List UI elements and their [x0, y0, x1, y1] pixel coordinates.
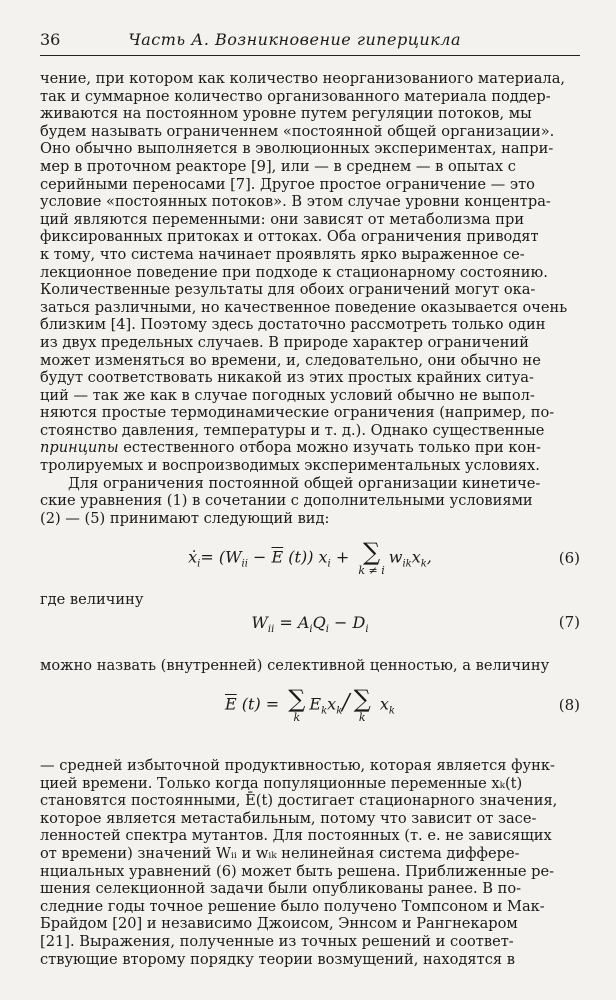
sum-index: k: [293, 711, 301, 725]
sigma-glyph: ∑: [362, 538, 381, 567]
text-line: — средней избыточной продуктивностью, которая является функ-: [40, 757, 555, 775]
eq6-text: w: [388, 547, 403, 567]
eq7-text: − D: [328, 613, 366, 633]
text-line: фиксированных притоках и оттоках. Оба ограничения приводят: [40, 228, 539, 246]
text-line: шения селекционной задачи были опубликованы ранее. В по-: [40, 880, 522, 898]
text-line: к тому, что система начинает проявлять ярко выраженное се-: [40, 245, 525, 263]
eq7-text: = A: [274, 613, 310, 633]
eq8-body: [225, 687, 395, 723]
text-line: живаются на постоянном уровне путем регуляции потоков, мы: [40, 105, 532, 123]
text-line: может изменяться во времени, и, следовательно, они обычно не: [40, 351, 541, 369]
sum-symbol: [288, 687, 305, 723]
text-line: мер в проточном реакторе [9], или — в среднем — в опытах с: [40, 157, 516, 175]
text-line: [40, 439, 580, 457]
text-line: лекционное поведение при подходе к стационарному состоянию.: [40, 263, 548, 281]
page-header: [40, 30, 580, 56]
eq8-sub: k: [336, 705, 343, 717]
text-line: будут соответствовать никакой из этих простых крайних ситуа-: [40, 369, 534, 387]
text-line: Для ограничения постоянной общей организации кинетиче-: [68, 474, 541, 492]
emphasized-word: принципы: [40, 439, 119, 457]
equation-lead-text: где величину: [40, 591, 144, 609]
eq6-text: (t)) x: [283, 547, 328, 567]
eq8-text: E: [309, 694, 322, 714]
eq8-text: x: [374, 694, 389, 714]
text-line: Брайдом [20] и независимо Джоисом, Эннсом и Рангнекаром: [40, 915, 518, 933]
eq6-sub: ik: [402, 559, 412, 571]
sum-symbol: [358, 540, 384, 576]
eq7-sub: i: [325, 624, 329, 636]
eq7-body: [251, 613, 368, 635]
text-line: стоянство давления, температуры и т. д.). Однако существенные: [40, 421, 545, 439]
sigma-glyph: ∑: [353, 685, 371, 714]
equation-6: [40, 527, 580, 589]
text-line: ций — так же как в случае погодных условий обычно не выпол-: [40, 386, 535, 404]
eq6-ebar: $\overline{E}$: [271, 547, 284, 567]
text-line: Оно обычно выполняется в эволюционных экспериментах, напри-: [40, 140, 554, 158]
equation-number: (6): [558, 549, 580, 568]
text-span: естественного отбора можно изучать только при кон-: [118, 439, 541, 457]
text-line: цией времени. Только когда популяционные переменные xₖ(t): [40, 774, 523, 792]
eq8-sub: k: [388, 705, 395, 717]
eq6-body: [188, 540, 432, 576]
equation-8: [40, 675, 580, 735]
text-line: ленностей спектра мутантов. Для постоянных (т. е. не зависящих: [40, 827, 552, 845]
eq8-sub: k: [321, 705, 328, 717]
text-line: няются простые термодинамические ограничения (например, по-: [40, 404, 555, 422]
sum-index: k ≠ i: [358, 564, 385, 578]
text-line: которое является метастабильным, потому что зависит от засе-: [40, 809, 537, 827]
text-line: следние годы точное решение было получено Томпсоном и Мак-: [40, 897, 545, 915]
eq7-text: Q: [312, 613, 326, 633]
page-number: 36: [40, 30, 61, 49]
text-line: чение, при котором как количество неорганизованиого материала,: [40, 70, 566, 87]
eq6-sub: i: [197, 559, 201, 571]
text-line: серийными переносами [7]. Другое простое ограничение — это: [40, 175, 535, 193]
eq6-sub: k: [420, 559, 427, 571]
text-line: становятся постоянными, Ē(t) достигает стационарного значения,: [40, 792, 558, 810]
eq7-text: W: [251, 613, 268, 633]
eq6-sub: i: [327, 559, 331, 571]
text-line: условие «постоянных потоков». В этом случае уровни концентра-: [40, 193, 551, 211]
text-line: (2) — (5) принимают следующий вид:: [40, 509, 330, 527]
text-line: тролируемых и воспроизводимых экспериментальных условиях.: [40, 457, 540, 475]
sum-index: k: [358, 711, 366, 725]
eq6-text: = (W: [200, 547, 242, 567]
eq8-ebar: $\overline{E}$: [225, 694, 237, 714]
text-line: ций являются переменными: они зависят от метаболизма при: [40, 210, 525, 228]
paragraph-3: [40, 757, 580, 968]
mid-line-paragraph: [40, 657, 580, 675]
eq6-text: ,: [426, 547, 432, 567]
eq6-text: x: [411, 547, 421, 567]
equation-7: [40, 589, 580, 637]
text-line: близким [4]. Поэтому здесь достаточно рассмотреть только один: [40, 316, 546, 334]
eq7-sub: i: [365, 624, 369, 636]
equation-number: (7): [558, 613, 580, 632]
equation-number: (8): [558, 696, 580, 715]
text-line: нциальных уравнений (6) может быть решена. Приближенные ре-: [40, 862, 555, 880]
text-line: так и суммарное количество организованного материала поддер-: [40, 87, 551, 105]
eq6-sub: ii: [241, 559, 248, 571]
text-line: от времени) значений Wᵢᵢ и wᵢₖ нелинейная система диффере-: [40, 845, 520, 862]
text-line: ские уравнения (1) в сочетании с дополнительными условиями: [40, 492, 533, 510]
eq6-xdot: ẋ: [188, 547, 198, 567]
paragraph-1: [40, 70, 580, 475]
eq8-text: x: [327, 694, 337, 714]
text-line: будем называть ограниченнем «постоянной общей организации».: [40, 122, 555, 140]
eq6-text: +: [330, 547, 355, 567]
eq7-sub: ii: [267, 624, 275, 636]
text-line: можно назвать (внутренней) селективной ценностью, а величину: [40, 657, 550, 675]
text-line: [21]. Выражения, полученные из точных решений и соответ-: [40, 932, 514, 950]
sum-symbol: [354, 687, 371, 723]
running-title: Часть А. Возникновение гиперцикла: [128, 30, 462, 49]
eq8-slash: /: [342, 690, 350, 716]
text-line: Количественные результаты для обоих ограничений могут ока-: [40, 281, 536, 299]
eq8-text: (t) =: [236, 694, 285, 714]
text-line: заться различными, но качественное поведение оказывается очень: [40, 298, 568, 316]
text-line: ствующие второму порядку теории возмущений, находятся в: [40, 950, 515, 968]
paragraph-2: [40, 475, 580, 528]
sigma-glyph: ∑: [288, 685, 306, 714]
eq7-sub: i: [309, 624, 313, 636]
text-line: из двух предельных случаев. В природе характер ограничений: [40, 333, 529, 351]
eq6-text: −: [247, 547, 272, 567]
